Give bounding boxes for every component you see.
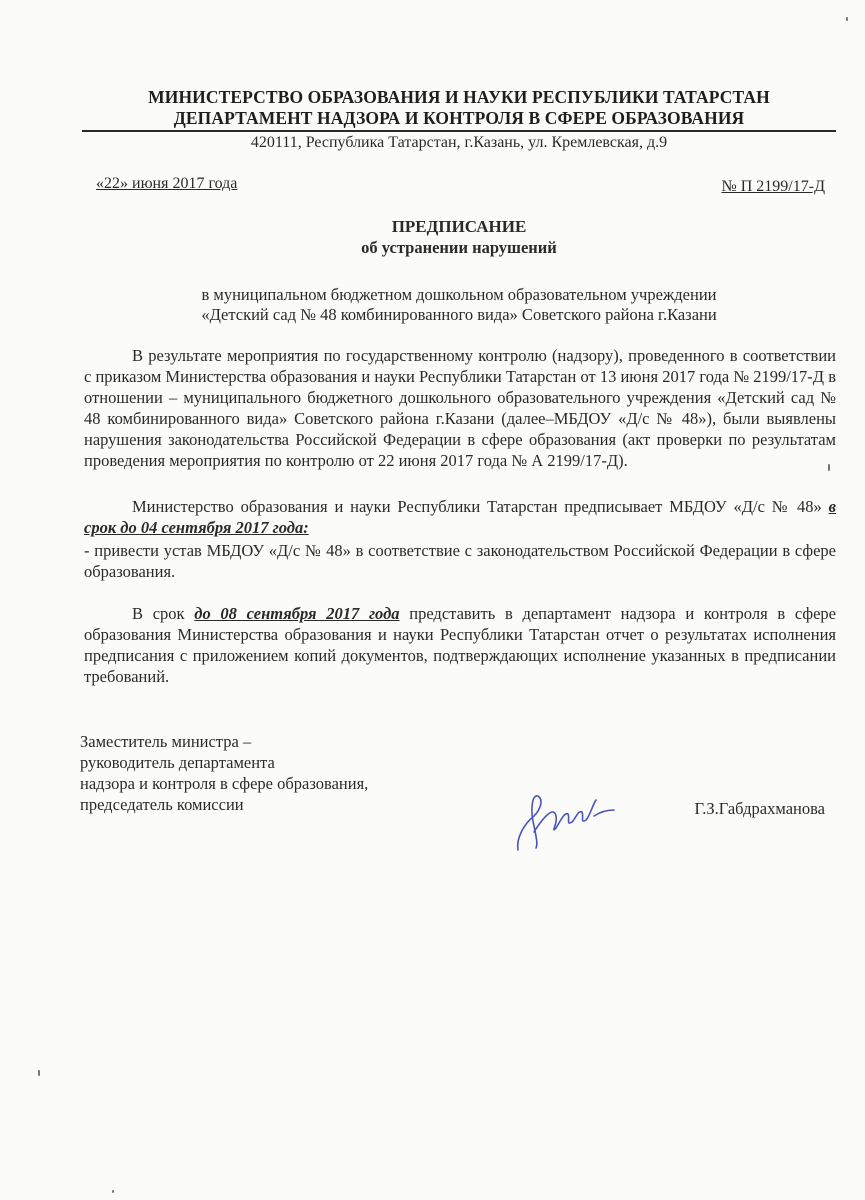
ministry-title: МИНИСТЕРСТВО ОБРАЗОВАНИЯ И НАУКИ РЕСПУБЛИКИ ТАТАРСТАН (148, 87, 770, 107)
report-text: представить в департамент надзора и контроля в сфере образования Министерства образования и науки Республики Татарстан отчет о результатах исполнения предписания с приложением копий документов, подтверждающих исполнение указанных в предписании требований. (84, 604, 836, 686)
report-deadline: до 08 сентября 2017 года (194, 604, 400, 623)
header-divider (82, 130, 836, 132)
scan-speck (112, 1190, 114, 1193)
paragraph-findings: В результате мероприятия по государственному контролю (надзору), проведенного в соответствии с приказом Министерства образования и науки Республики Татарстан от 13 июня 2017 года № 2199/17-Д в отношении – муниципального бюджетного дошкольного образовательного учреждения «Детский сад № 48 комбинированного вида» Советского района г.Казани (далее–МБДОУ «Д/с № 48»), были выявлены нарушения законодательства Российской Федерации в сфере образования (акт проверки по результатам проведения мероприятия по контролю от 22 июня 2017 года № А 2199/17-Д). (84, 346, 836, 470)
scan-speck (828, 464, 830, 471)
document-number: № П 2199/17-Д (721, 178, 825, 195)
institution-line-2: «Детский сад № 48 комбинированного вида» Советского района г.Казани (201, 305, 717, 324)
department-title: ДЕПАРТАМЕНТ НАДЗОРА И КОНТРОЛЯ В СФЕРЕ ОБРАЗОВАНИЯ (173, 108, 745, 128)
paragraph-report (84, 603, 836, 687)
handwritten-signature (504, 776, 624, 856)
order-text: Министерство образования и науки Республики Татарстан предписывает МБДОУ «Д/с № 48» (132, 497, 822, 516)
signatory-line-1: Заместитель министра – (80, 732, 252, 751)
scan-speck (38, 1070, 40, 1076)
document-date: «22» июня 2017 года (96, 175, 238, 192)
order-deadline: в срок до 04 сентября 2017 года: (84, 497, 836, 537)
signatory-name: Г.З.Габдрахманова (694, 799, 825, 818)
document-title: ПРЕДПИСАНИЕ (391, 217, 527, 236)
document-subtitle: об устранении нарушений (361, 238, 557, 257)
ministry-address: 420111, Республика Татарстан, г.Казань, ул. Кремлевская, д.9 (250, 134, 668, 151)
paragraph-requirement: - привести устав МБДОУ «Д/с № 48» в соответствие с законодательством Российской Федерации в сфере образования. (84, 541, 836, 581)
signatory-line-4: председатель комиссии (80, 795, 244, 814)
scan-speck (846, 17, 848, 21)
paragraph-order (84, 496, 836, 538)
report-prefix: В срок (132, 604, 185, 623)
signatory-line-2: руководитель департамента (80, 753, 275, 772)
signatory-block (80, 731, 368, 815)
signatory-line-3: надзора и контроля в сфере образования, (80, 774, 369, 793)
institution-line-1: в муниципальном бюджетном дошкольном образовательном учреждении (201, 285, 717, 304)
